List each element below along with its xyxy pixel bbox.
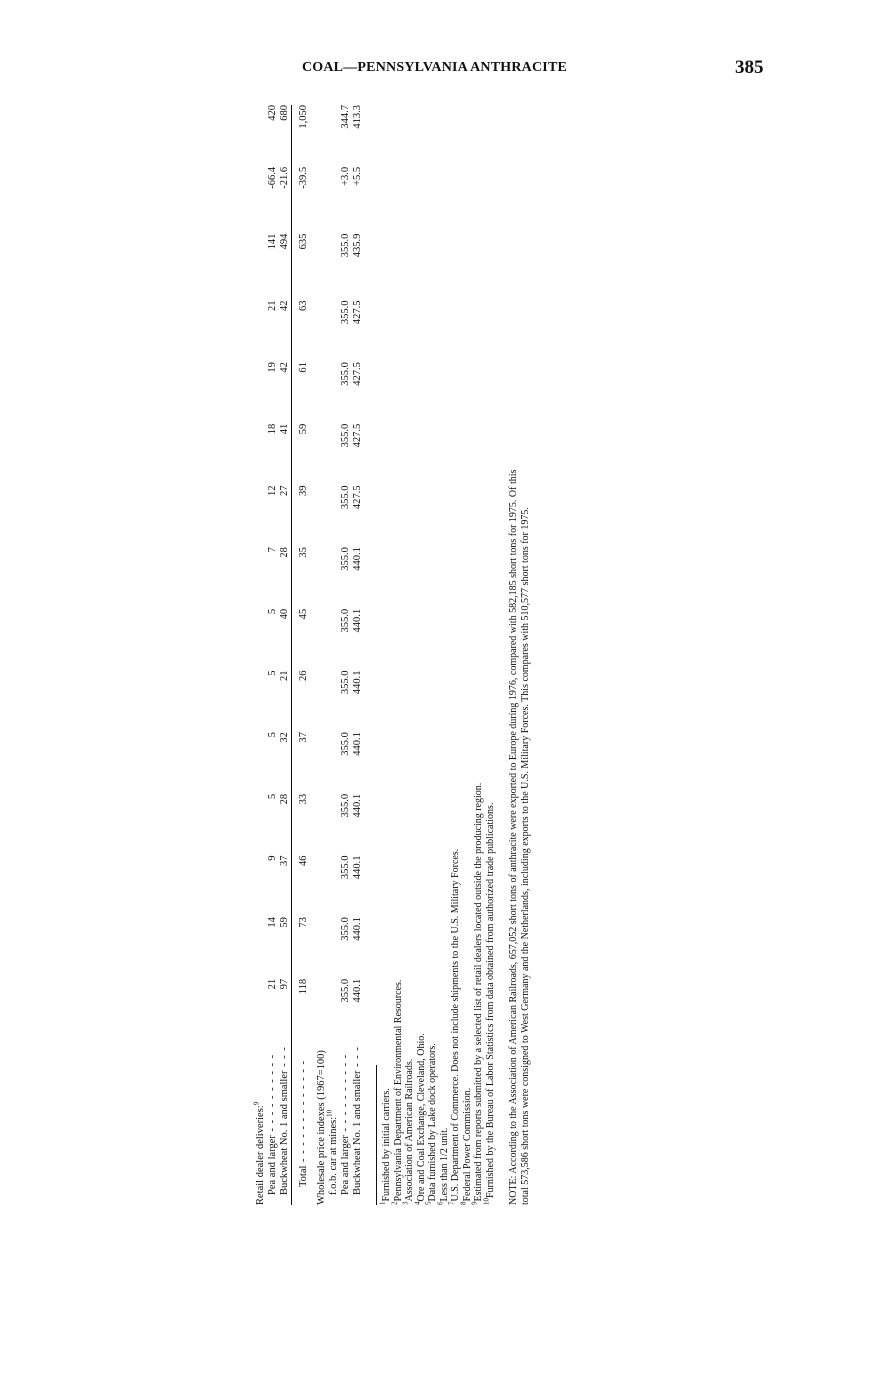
leader-dots: - - - - - - - - - - xyxy=(340,1053,351,1136)
table-cell: 40 xyxy=(279,609,292,671)
table-cell xyxy=(255,300,267,362)
footnote-ref: 10 xyxy=(325,1109,334,1117)
footnote: $^5$Data furnished by Lake dock operators. xyxy=(424,1043,438,1205)
table-cell xyxy=(255,547,267,609)
table-cell: 73 xyxy=(298,917,309,928)
footnote: $^6$Less than 1/2 unit. xyxy=(436,1127,450,1205)
table-cell: 440.1 xyxy=(352,608,363,633)
table-cell xyxy=(328,167,340,234)
table-cell: 355.0 xyxy=(340,300,351,325)
table-cell xyxy=(255,917,267,979)
row-label: Buckwheat No. 1 and smaller - - - xyxy=(279,1041,292,1205)
table-cell: 12 xyxy=(267,485,278,496)
table-cell xyxy=(255,856,267,918)
table-cell: 427.5 xyxy=(352,485,363,510)
table-cell: 21 xyxy=(267,300,278,311)
table-cell: 355.0 xyxy=(340,423,351,448)
note-line-1: NOTE: According to the Association of American Railroads, 657,052 short tons of anthracite were exported to Europe during 1976, compared with 582,185 short tons for 1975. Of this xyxy=(508,469,519,1205)
footnote: $^4$Ore and Coal Exchange, Cleveland, Ohio. xyxy=(413,1033,427,1205)
table-cell: 61 xyxy=(298,362,309,373)
table-cell: 355.0 xyxy=(340,793,351,818)
table-cell xyxy=(328,917,340,979)
footnote: $^3$Association of American Railroads. xyxy=(401,1058,415,1205)
table-cell xyxy=(255,670,267,732)
table-cell: 1,050 xyxy=(298,105,309,129)
table-cell xyxy=(328,547,340,609)
table-row xyxy=(316,105,328,1205)
table-cell: 141 xyxy=(267,233,278,250)
table-cell xyxy=(316,670,328,732)
table-cell: 42 xyxy=(279,362,292,424)
table-cell xyxy=(255,979,267,1041)
table-cell xyxy=(316,424,328,486)
table-cell xyxy=(328,362,340,424)
table-cell: 440.1 xyxy=(352,978,363,1003)
table-cell: 355.0 xyxy=(340,917,351,941)
table-cell: 440.1 xyxy=(352,917,363,941)
table-cell: +5.5 xyxy=(352,166,363,186)
table-cell: 37 xyxy=(298,732,309,743)
table-cell: 5 xyxy=(267,793,278,800)
table-cell: 420 xyxy=(267,105,278,121)
table-row xyxy=(279,105,292,1205)
table-cell xyxy=(328,300,340,362)
table-cell: 355.0 xyxy=(340,485,351,510)
footnote: $^2$Pennsylvania Department of Environmental Resources. xyxy=(390,979,404,1205)
table-cell: 427.5 xyxy=(352,423,363,448)
leader-dots: - - - xyxy=(352,1046,363,1071)
table-cell: 344.7 xyxy=(340,105,351,129)
table-cell: 413.3 xyxy=(352,105,363,129)
table-cell xyxy=(255,609,267,671)
row-label: Wholesale price indexes (1967=100) xyxy=(316,1050,327,1205)
table-cell xyxy=(328,424,340,486)
table-cell xyxy=(328,979,340,1041)
footnote: $^8$Federal Power Commission. xyxy=(459,1087,473,1205)
table-cell xyxy=(316,485,328,547)
row-label: Buckwheat No. 1 and smaller - - - xyxy=(352,1046,363,1195)
leader-dots: - - - xyxy=(279,1046,290,1071)
table-cell xyxy=(328,485,340,547)
note-line-2: total 573,586 short tons were consigned to West Germany and the Netherlands, including exports to the U.S. Military Forces. This compares with 510,577 short tons for 1975. xyxy=(519,507,531,1205)
table-cell: 440.1 xyxy=(352,547,363,571)
table-cell: 440.1 xyxy=(352,855,363,880)
table-cell: 21 xyxy=(279,670,292,732)
table-cell: 355.0 xyxy=(340,233,351,258)
table-cell: 355.0 xyxy=(340,855,351,880)
footnote-ref: 9 xyxy=(252,1101,261,1106)
table-cell: 42 xyxy=(279,300,292,362)
table-cell xyxy=(255,732,267,794)
table-cell xyxy=(316,609,328,671)
table-cell: 37 xyxy=(279,856,292,918)
table-cell: 427.5 xyxy=(352,362,363,386)
table-cell xyxy=(328,670,340,732)
table-cell xyxy=(316,547,328,609)
footnote: $^7$U.S. Department of Commerce. Does not include shipments to the U.S. Military Forces. xyxy=(447,848,461,1205)
table-cell xyxy=(255,362,267,424)
table-cell xyxy=(255,234,267,301)
table-cell: 5 xyxy=(267,608,278,615)
table-cell xyxy=(316,917,328,979)
table-cell: 355.0 xyxy=(340,978,351,1003)
table-cell: 59 xyxy=(279,917,292,979)
table-cell: 680 xyxy=(279,105,292,167)
table-cell xyxy=(316,732,328,794)
table-cell: -66.4 xyxy=(267,166,278,189)
table-cell xyxy=(316,362,328,424)
table-cell xyxy=(316,167,328,234)
table-cell: 28 xyxy=(279,794,292,856)
table-cell: 355.0 xyxy=(340,670,351,695)
footnotes xyxy=(376,105,496,1205)
table-cell: 39 xyxy=(298,485,309,496)
table-cell: 7 xyxy=(267,547,278,553)
leader-dots: - - - - - - - - - - xyxy=(267,1053,278,1136)
table-cell: 494 xyxy=(279,234,292,301)
leader-dots: - - - - - - - - - - - - - xyxy=(298,1059,309,1166)
rotated-table-block xyxy=(252,105,555,1205)
footnote: $^9$Estimated from reports submitted by a selected list of retail dealers located outside the producing region. xyxy=(470,782,484,1205)
table-row xyxy=(255,105,267,1205)
table-cell: 26 xyxy=(298,670,309,681)
row-label: Total - - - - - - - - - - - - - xyxy=(298,1059,309,1187)
table-cell: 427.5 xyxy=(352,300,363,325)
table-cell: 97 xyxy=(279,979,292,1041)
table-cell xyxy=(316,300,328,362)
table-cell: 355.0 xyxy=(340,732,351,756)
table-cell: 635 xyxy=(298,233,309,250)
table-cell: 21 xyxy=(267,978,278,990)
table-cell xyxy=(255,105,267,167)
table-cell xyxy=(316,105,328,167)
table-cell xyxy=(328,732,340,794)
table-cell xyxy=(328,794,340,856)
table-row xyxy=(340,105,352,1205)
table-cell: 355.0 xyxy=(340,608,351,633)
table-cell: 18 xyxy=(267,423,278,435)
table-cell: 33 xyxy=(298,793,309,805)
row-label: Retail dealer deliveries:$^9$ xyxy=(252,1101,266,1205)
table-cell xyxy=(255,167,267,234)
table-cell: +3.0 xyxy=(340,166,351,186)
page-number: 385 xyxy=(735,57,764,78)
table-cell xyxy=(328,234,340,301)
table-cell xyxy=(328,856,340,918)
table-cell xyxy=(328,609,340,671)
table-cell: 118 xyxy=(298,978,309,995)
footnote: $^{10}$Furnished by the Bureau of Labor Statistics from data obtained from authorized trade publications. xyxy=(482,802,496,1205)
table-cell: 440.1 xyxy=(352,732,363,756)
table-cell: 35 xyxy=(298,547,309,558)
table-cell: 5 xyxy=(267,732,278,738)
table-cell: 19 xyxy=(267,362,278,373)
table-cell xyxy=(328,105,340,167)
page-header-title: COAL—PENNSYLVANIA ANTHRACITE xyxy=(301,60,568,75)
table-cell: 63 xyxy=(298,300,309,311)
table-cell: 27 xyxy=(279,485,292,547)
table-row xyxy=(298,105,310,1205)
table-cell: 9 xyxy=(267,855,278,861)
table-cell xyxy=(316,979,328,1041)
statistics-table xyxy=(252,105,364,1205)
table-cell xyxy=(316,234,328,301)
table-cell: 355.0 xyxy=(340,547,351,571)
table-cell: 5 xyxy=(267,670,278,676)
table-cell: 435.9 xyxy=(352,233,363,258)
table-cell xyxy=(316,794,328,856)
table-cell: 59 xyxy=(298,423,309,435)
table-cell: 440.1 xyxy=(352,670,363,695)
table-cell: 355.0 xyxy=(340,362,351,386)
footnote: $^1$Furnished by initial carriers. xyxy=(378,1088,392,1205)
table-note xyxy=(508,105,531,1205)
table-cell: -21.6 xyxy=(279,167,292,234)
table-cell: 14 xyxy=(267,917,278,928)
table-cell xyxy=(255,794,267,856)
table-cell: 46 xyxy=(298,855,309,866)
row-label: Pea and larger - - - - - - - - - - xyxy=(267,1053,278,1195)
table-cell: 440.1 xyxy=(352,793,363,818)
table-row xyxy=(352,105,364,1205)
row-label: Pea and larger - - - - - - - - - - xyxy=(340,1053,351,1195)
table-cell xyxy=(316,856,328,918)
table-cell: 32 xyxy=(279,732,292,794)
table-cell xyxy=(255,424,267,486)
row-label: f.o.b. car at mines:$^{10}$ xyxy=(325,1109,339,1195)
table-row xyxy=(267,105,279,1205)
table-cell: 41 xyxy=(279,424,292,486)
table-cell xyxy=(255,485,267,547)
table-cell: -39.5 xyxy=(298,166,309,189)
table-cell: 28 xyxy=(279,547,292,609)
table-row xyxy=(328,105,340,1205)
table-cell: 45 xyxy=(298,608,309,620)
